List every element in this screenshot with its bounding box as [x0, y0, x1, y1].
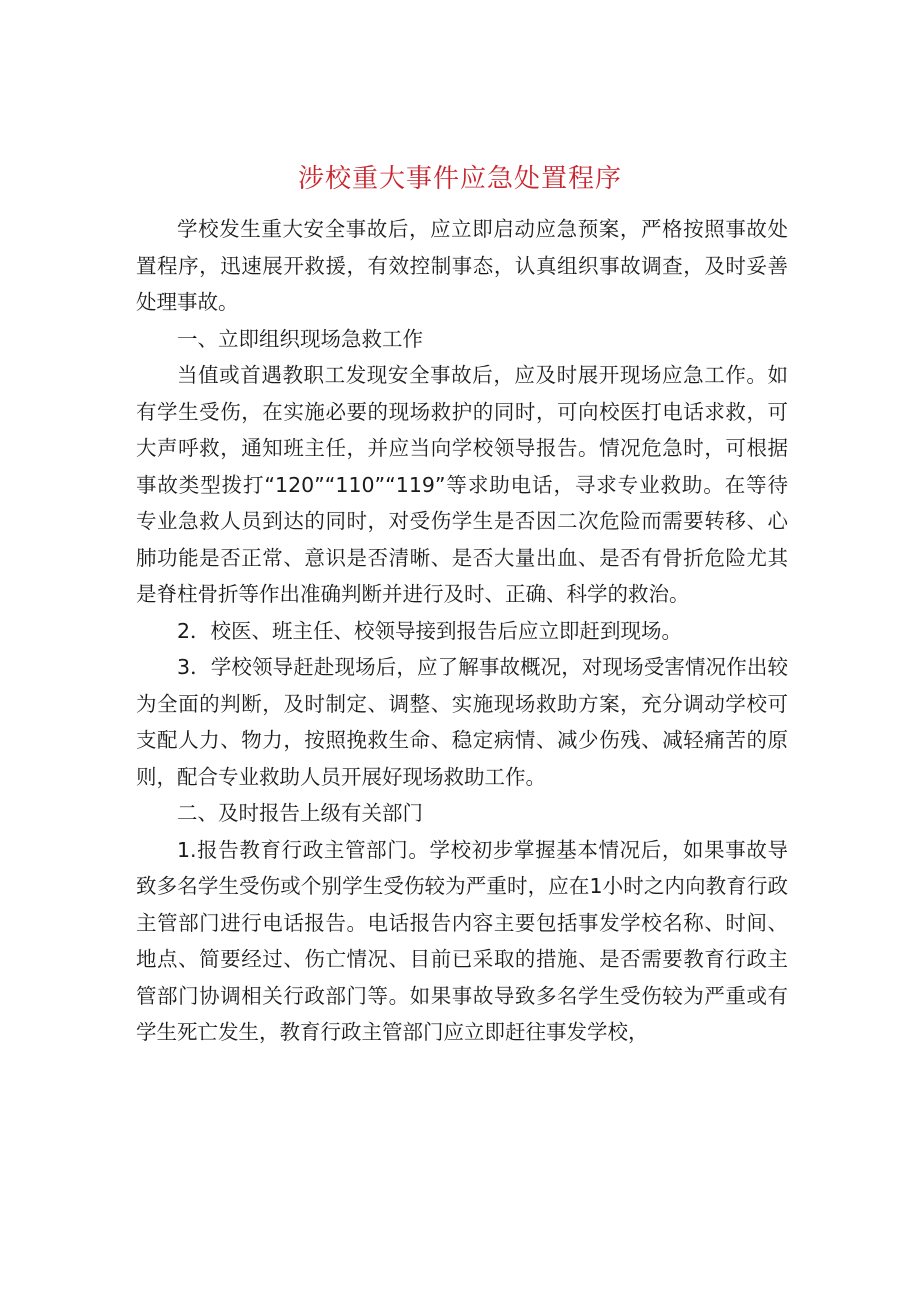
document-body: [136, 211, 788, 1051]
paragraph-item-3: 3．学校领导赶赴现场后，应了解事故概况，对现场受害情况作出较为全面的判断，及时制定、调整、实施现场救助方案，充分调动学校可支配人力、物力，按照挽救生命、稳定病情、减少伤残、减轻痛苦的原则，配合专业救助人员开展好现场救助工作。: [136, 655, 788, 789]
paragraph-first-aid: 当值或首遇教职工发现安全事故后，应及时展开现场应急工作。如有学生受伤，在实施必要的现场救护的同时，可向校医打电话求救，可大声呼救，通知班主任，并应当向学校领导报告。情况危急时，可根据事故类型拨打“120”“110”“119”等求助电话，寻求专业救助。在等待专业急救人员到达的同时，对受伤学生是否因二次危险而需要转移、心肺功能是否正常、意识是否清晰、是否大量出血、是否有骨折危险尤其是脊柱骨折等作出准确判断并进行及时、正确、科学的救治。: [136, 363, 788, 606]
document-title: 涉校重大事件应急处置程序: [297, 164, 622, 194]
section-heading-2: 二、及时报告上级有关部门: [177, 801, 423, 825]
paragraph-report: 1.报告教育行政主管部门。学校初步掌握基本情况后，如果事故导致多名学生受伤或个别学生受伤较为严重时，应在1小时之内向教育行政主管部门进行电话报告。电话报告内容主要包括事发学校名称、时间、地点、简要经过、伤亡情况、目前已采取的措施、是否需要教育行政主管部门协调相关行政部门等。如果事故导致多名学生受伤较为严重或有学生死亡发生，教育行政主管部门应立即赶往事发学校，: [136, 837, 788, 1044]
section-heading-1: 一、立即组织现场急救工作: [177, 326, 423, 351]
intro-paragraph: 学校发生重大安全事故后，应立即启动应急预案，严格按照事故处置程序，迅速展开救援，有效控制事态，认真组织事故调查，及时妥善处理事故。: [136, 217, 788, 314]
paragraph-item-2: 2．校医、班主任、校领导接到报告后应立即赶到现场。: [177, 618, 683, 643]
